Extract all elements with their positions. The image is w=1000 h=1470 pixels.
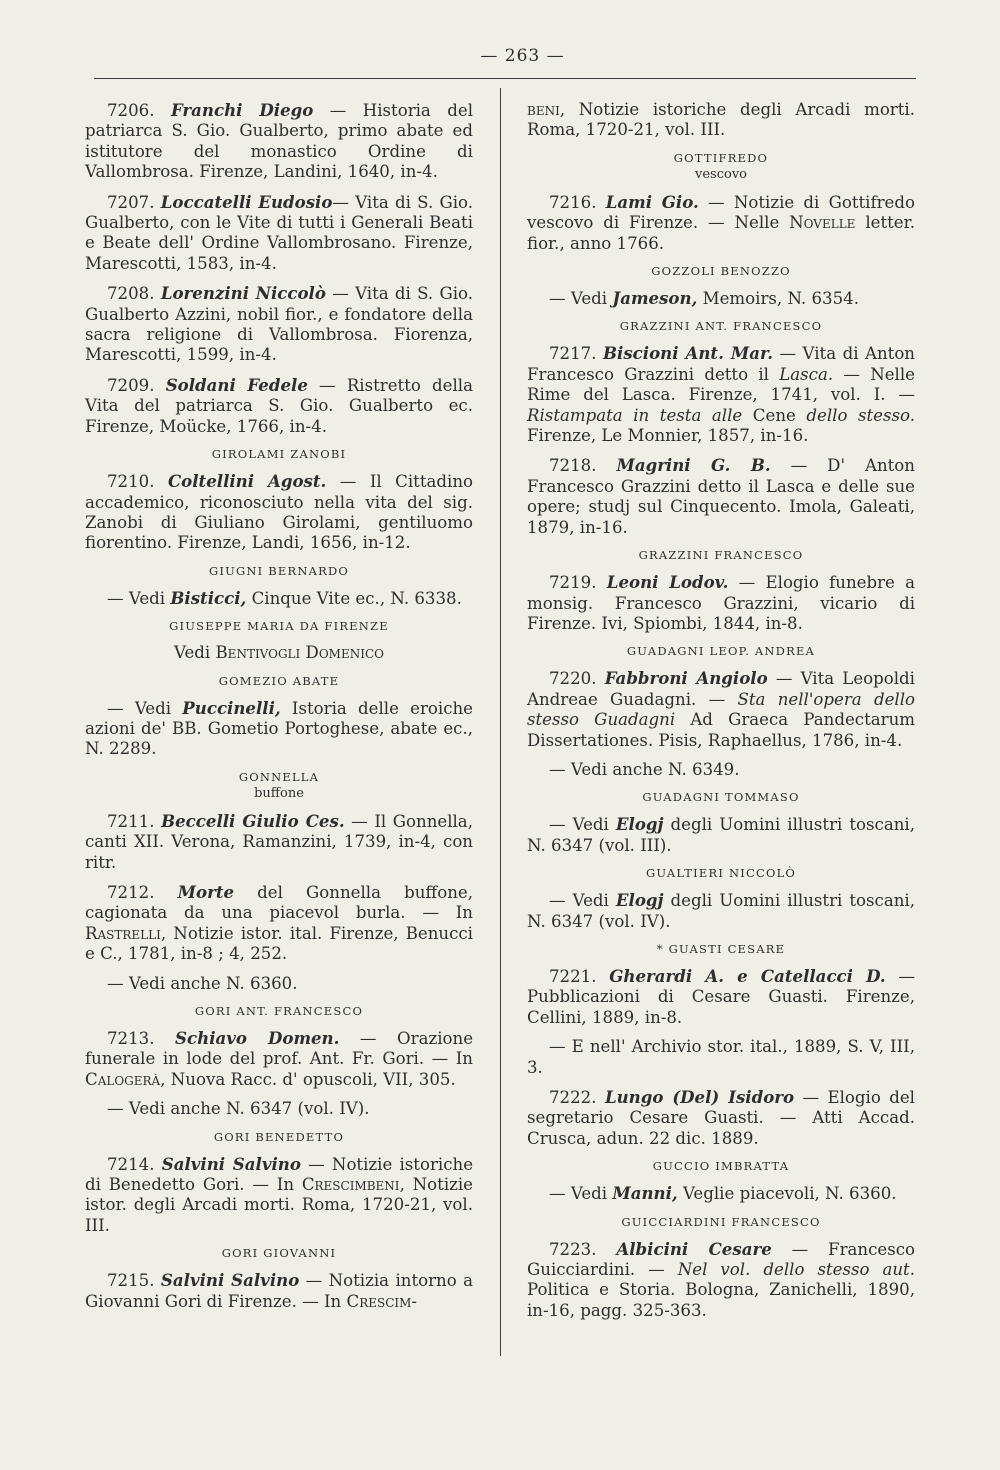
section-heading-gozzoli: GOZZOLI BENOZZO: [651, 264, 791, 279]
entry-author: Lungo (Del) Isidoro: [604, 1087, 795, 1107]
entry-7211: [85, 811, 473, 873]
cross-reference: — E nell' Archivio stor. ital., 1889, S. V, III, 3.: [527, 1037, 915, 1077]
entry-7221: [527, 966, 915, 1028]
section-heading-guicciardini: GUICCIARDINI FRANCESCO: [621, 1214, 821, 1229]
entry-7216: 7216. Lami Gio. — Notizie di Gottifredo vescovo di Firenze. — Nelle Novelle letter. fior., anno 1766.: [527, 191, 915, 253]
section-heading-girolami: GIROLAMI ZANOBI: [211, 447, 347, 462]
entry-number: 7216.: [549, 192, 597, 212]
entry-7215: 7215. Salvini Salvino — Notizia intorno a Giovanni Gori di Firenze. — In Crescim-: [85, 1270, 473, 1311]
entry-text: — Vita di S. Gio. Gualberto, con le Vite di tutti i Generali Beati e Beate dell' Ordine Vallombrosano. Firenze, Marescotti, 1583, in-4.: [85, 192, 473, 273]
entry-number: 7220.: [549, 669, 597, 689]
section-heading-gori-ant: GORI ANT. FRANCESCO: [194, 1004, 364, 1018]
section-heading-guasti: * GUASTI CESARE: [656, 941, 786, 956]
entry-author: Fabbroni Angiolo: [604, 668, 768, 689]
cross-reference: — Vedi Elogj degli Uomini illustri toscani, N. 6347 (vol. III).: [527, 814, 915, 855]
section-heading-gori-benedetto: GORI BENEDETTO: [213, 1129, 345, 1144]
cross-reference: — Vedi Manni, Veglie piacevoli, N. 6360.: [549, 1183, 897, 1204]
section-heading-guadagni-leop: GUADAGNI LEOP. ANDREA: [626, 644, 816, 659]
entry-author: Magrini G. B.: [616, 455, 771, 476]
entry-7220: 7220. Fabbroni Angiolo — Vita Leopoldi Andreae Guadagni. — Sta nell'opera dello stesso Guadagni Ad Graeca Pandectarum Dissertationes. Pisis, Raphaellus, 1786, in-4.: [527, 668, 915, 750]
entry-number: 7219.: [549, 573, 597, 593]
entry-author: Biscioni Ant. Mar.: [603, 343, 773, 364]
reference-author: Manni,: [612, 1183, 678, 1204]
section-heading-gonnella: GONNELLA: [238, 769, 320, 784]
entry-author: Beccelli Giulio Ces.: [161, 810, 345, 831]
cross-reference: — Vedi anche N. 6349.: [549, 759, 740, 779]
entry-7209: [85, 375, 473, 437]
reference-name: Bentivogli Domenico: [215, 643, 384, 663]
section-heading-gomezio: GOMEZIO ABATE: [218, 673, 340, 688]
entry-number: 7215.: [107, 1271, 155, 1291]
entry-7210: [85, 471, 473, 554]
entry-text: — Historia del patriarca S. Gio. Gualberto, primo abate ed istitutore del monastico Ordine di Vallombrosa. Firenze, Landini, 1640, in-4.: [85, 101, 473, 182]
right-column: [527, 100, 915, 1330]
reference-author: Jameson,: [612, 288, 698, 309]
entry-7213: 7213. Schiavo Domen. — Orazione funerale in lode del prof. Ant. Fr. Gori. — In Calogerà, Nuova Racc. d' opuscoli, VII, 305.: [85, 1028, 474, 1089]
entry-number: 7208.: [107, 284, 155, 304]
page-number: — 263 —: [480, 46, 565, 66]
entry-author: Lorenzini Niccolò: [160, 283, 326, 304]
entry-number: 7212.: [107, 882, 155, 902]
entry-author: Loccatelli Eudosio: [160, 191, 333, 212]
entry-author: Morte: [177, 881, 235, 902]
cross-reference: Vedi Bentivogli Domenico: [174, 643, 384, 663]
entry-text: — Il Cittadino accademico, riconosciuto nella vita del sig. Zanobi di Giuliano Girolami, gentiluomo fiorentino. Firenze, Landi, 1656, in-12.: [85, 472, 473, 553]
entry-number: 7209.: [107, 375, 155, 395]
entry-author: Leoni Lodov.: [606, 572, 729, 593]
section-heading-gori-giovanni: GORI GIOVANNI: [221, 1246, 337, 1261]
entry-7207: [85, 192, 473, 275]
entry-7217: 7217. Biscioni Ant. Mar. — Vita di Anton Francesco Grazzini detto il Lasca. — Nelle Rime del Lasca. Firenze, 1741, vol. I. — Ristampata in testa alle Cene dello stesso. Firenze, Le Monnier, 1857, in-16.: [527, 343, 915, 446]
section-heading-grazzini-fra: GRAZZINI FRANCESCO: [638, 548, 804, 563]
section-subheading: buffone: [254, 785, 304, 801]
section-heading-guccio: GUCCIO IMBRATTA: [652, 1159, 790, 1174]
entry-7206: [85, 100, 473, 183]
entry-number: 7218.: [549, 456, 597, 476]
left-column: [85, 100, 473, 1321]
entry-7212: 7212. Morte del Gonnella buffone, cagionata da una piacevol burla. — In Rastrelli, Notizie istor. ital. Firenze, Benucci e C., 1781, in-8 ; 4, 252.: [85, 881, 473, 964]
section-heading-giuseppe: GIUSEPPE MARIA DA FIRENZE: [169, 619, 389, 634]
entry-author: Salvini Salvino: [160, 1270, 300, 1291]
entry-text: — Ristretto della Vita del patriarca S. Gio. Gualberto ec. Firenze, Moücke, 1766, in-4.: [85, 375, 473, 436]
cross-reference: — Vedi Puccinelli, Istoria delle eroiche azioni de' BB. Gometio Portoghese, abate ec., N. 2289.: [85, 697, 473, 759]
entry-text: — Il Gonnella, canti XII. Verona, Ramanzini, 1739, in-4, con ritr.: [85, 811, 473, 872]
entry-number: 7217.: [549, 344, 597, 364]
reference-author: Bisticci,: [170, 587, 247, 608]
entry-number: 7211.: [107, 811, 155, 831]
entry-author: Franchi Diego: [170, 100, 314, 120]
cross-reference: — Vedi Bisticci, Cinque Vite ec., N. 6338.: [107, 587, 462, 608]
entry-number: 7221.: [549, 966, 597, 986]
entry-author: Salvini Salvino: [161, 1153, 301, 1174]
entry-number: 7214.: [107, 1154, 155, 1174]
entry-author: Lami Gio.: [605, 191, 699, 212]
section-heading-gualtieri: GUALTIERI NICCOLÒ: [645, 866, 797, 881]
entry-7218: [527, 455, 915, 538]
entry-number: 7206.: [107, 101, 155, 120]
entry-7219: [527, 572, 915, 634]
entry-author: Coltellini Agost.: [167, 471, 327, 492]
entry-7223: 7223. Albicini Cesare — Francesco Guicciardini. — Nel vol. dello stesso aut. Politica e Storia. Bologna, Zanichelli, 1890, in-16, pagg. 325-363.: [527, 1238, 915, 1320]
cross-reference: — Vedi anche N. 6360.: [107, 973, 298, 993]
entry-number: 7207.: [107, 192, 155, 212]
entry-text: — D' Anton Francesco Grazzini detto il Lasca e delle sue opere; studj sul Cinquecento. Imola, Galeati, 1879, in-16.: [527, 456, 915, 537]
entry-text: — Elogio funebre a monsig. Francesco Grazzini, vicario di Firenze. Ivi, Spiombi, 1844, in-8.: [527, 573, 915, 633]
entry-author: Schiavo Domen.: [175, 1028, 340, 1048]
section-heading-gottifredo: GOTTIFREDO: [673, 150, 769, 165]
entry-number: 7210.: [107, 472, 155, 492]
column-divider: [500, 88, 501, 1356]
section-subheading: vescovo: [695, 166, 747, 182]
section-heading-grazzini-ant: GRAZZINI ANT. FRANCESCO: [619, 319, 823, 334]
reference-author: Elogj: [615, 814, 664, 835]
entry-text: — Pubblicazioni di Cesare Guasti. Firenze, Cellini, 1889, in-8.: [527, 966, 915, 1027]
entry-author: Soldani Fedele: [165, 374, 308, 395]
cross-reference: — Vedi Jameson, Memoirs, N. 6354.: [549, 288, 859, 309]
cross-reference: — Vedi anche N. 6347 (vol. IV).: [107, 1099, 370, 1119]
cross-reference: — Vedi Elogj degli Uomini illustri toscani, N. 6347 (vol. IV).: [527, 890, 915, 931]
entry-number: 7223.: [549, 1239, 597, 1259]
reference-author: Puccinelli,: [182, 697, 281, 718]
header-rule: [94, 78, 916, 79]
entry-7222: [527, 1087, 915, 1149]
section-heading-giugni: GIUGNI BERNARDO: [208, 563, 350, 578]
entry-continuation: beni, Notizie istoriche degli Arcadi morti. Roma, 1720-21, vol. III.: [527, 100, 915, 140]
entry-text: — Elogio del segretario Cesare Guasti. — Atti Accad. Crusca, adun. 22 dic. 1889.: [527, 1088, 915, 1148]
entry-7208: [85, 283, 473, 366]
entry-number: 7222.: [549, 1088, 597, 1107]
reference-author: Elogj: [615, 890, 664, 911]
entry-text: — Vita di S. Gio. Gualberto Azzini, nobil fior., e fondatore della sacra religione di Vallombrosa. Fiorenza, Marescotti, 1599, in-4.: [85, 284, 474, 365]
entry-author: Albicini Cesare: [616, 1238, 772, 1259]
entry-7214: 7214. Salvini Salvino — Notizie istoriche di Benedetto Gori. — In Crescimbeni, Notizie istor. degli Arcadi morti. Roma, 1720-21, vol. III.: [85, 1153, 474, 1235]
section-heading-guadagni-tom: GUADAGNI TOMMASO: [642, 790, 800, 805]
entry-number: 7213.: [107, 1029, 155, 1048]
entry-author: Gherardi A. e Catellacci D.: [609, 965, 886, 986]
